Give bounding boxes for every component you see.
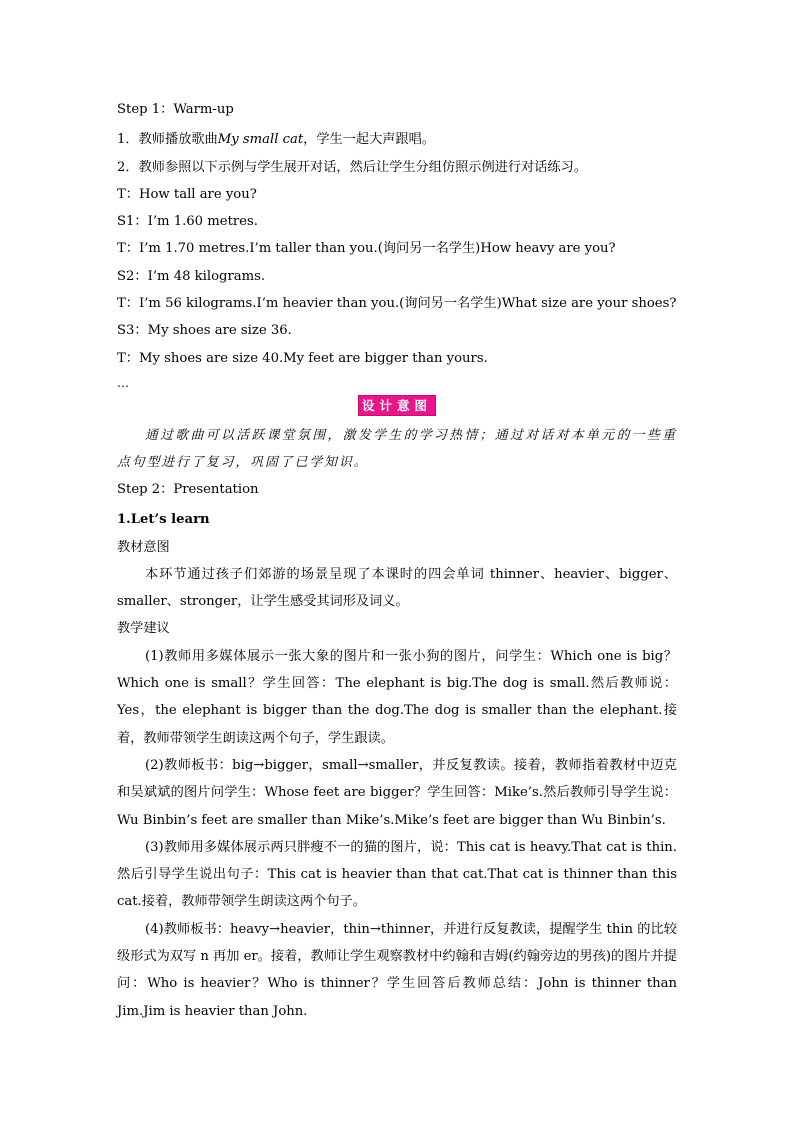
advice-label: 教学建议 bbox=[117, 621, 170, 637]
intent-label: 教材意图 bbox=[117, 539, 170, 555]
dialogue-line: T：How tall are you? bbox=[117, 186, 257, 202]
dialogue-line: T：I’m 1.70 metres.I’m taller than you.(询问另一名学生)How heavy are you? bbox=[117, 241, 616, 257]
dialogue-line: S2：I’m 48 kilograms. bbox=[117, 268, 266, 284]
intent-text: 本环节通过孩子们郊游的场景呈现了本课时的四会单词 thinner、heavier、bigger、smaller、stronger，让学生感受其词形及词义。 bbox=[117, 566, 677, 610]
step1-item-2: 2．教师参照以下示例与学生展开对话，然后让学生分组仿照示例进行对话练习。 bbox=[117, 159, 587, 175]
lesson-content bbox=[117, 96, 677, 1025]
advice-paragraph-1: (1)教师用多媒体展示一张大象的图片和一张小狗的图片，问学生：Which one is big？Which one is small？学生回答：The elephant is big.The dog is small.然后教师说：Yes，the elephant is bigger than the dog.The dog is smaller than the elephant.接着，教师带领学生朗读这两个句子，学生跟读。 bbox=[117, 648, 677, 746]
advice-paragraph-2: (2)教师板书：big→bigger，small→smaller，并反复教读。接着，教师指着教材中迈克和吴斌斌的图片问学生：Whose feet are bigger？学生回答：Mike’s.然后教师引导学生说：Wu Binbin’s feet are smaller than Mike’s.Mike’s feet are bigger than Wu Binbin’s. bbox=[117, 757, 677, 828]
dialogue-line: S1：I’m 1.60 metres. bbox=[117, 214, 258, 230]
design-intent-text: 通过歌曲可以活跃课堂氛围，激发学生的学习热情；通过对话对本单元的一些重点句型进行了复习，巩固了已学知识。 bbox=[117, 427, 677, 470]
step1-item-1 bbox=[117, 126, 677, 153]
ellipsis: … bbox=[117, 375, 129, 390]
section-title: 1.Let’s learn bbox=[117, 512, 210, 528]
step2-title: Step 2：Presentation bbox=[117, 481, 259, 497]
dialogue-line: T：I’m 56 kilograms.I’m heavier than you.(询问另一名学生)What size are your shoes? bbox=[117, 296, 677, 312]
advice-paragraph-4: (4)教师板书：heavy→heavier，thin→thinner，并进行反复教读，提醒学生 thin 的比较级形式为双写 n 再加 er。接着，教师让学生观察教材中约翰和吉姆(约翰旁边的男孩)的图片并提问：Who is heavier？Who is thinner？学生回答后教师总结：John is thinner than Jim.Jim is heavier than John. bbox=[117, 921, 677, 1019]
step1-title: Step 1：Warm-up bbox=[117, 102, 234, 117]
design-intent-banner-row bbox=[117, 394, 677, 420]
step1-item-1-post: ，学生一起大声跟唱。 bbox=[303, 132, 436, 148]
dialogue-line: S3：My shoes are size 36. bbox=[117, 323, 292, 339]
design-intent-banner: 设计意图 bbox=[358, 395, 436, 416]
step1-item-1-pre: 1．教师播放歌曲 bbox=[117, 132, 218, 148]
song-title: My small cat bbox=[217, 132, 304, 148]
advice-paragraph-3: (3)教师用多媒体展示两只胖瘦不一的猫的图片，说：This cat is heavy.That cat is thin.然后引导学生说出句子：This cat is heavier than that cat.That cat is thinner than this cat.接着，教师带领学生朗读这两个句子。 bbox=[117, 839, 677, 910]
dialogue-line: T：My shoes are size 40.My feet are bigger than yours. bbox=[117, 350, 488, 366]
